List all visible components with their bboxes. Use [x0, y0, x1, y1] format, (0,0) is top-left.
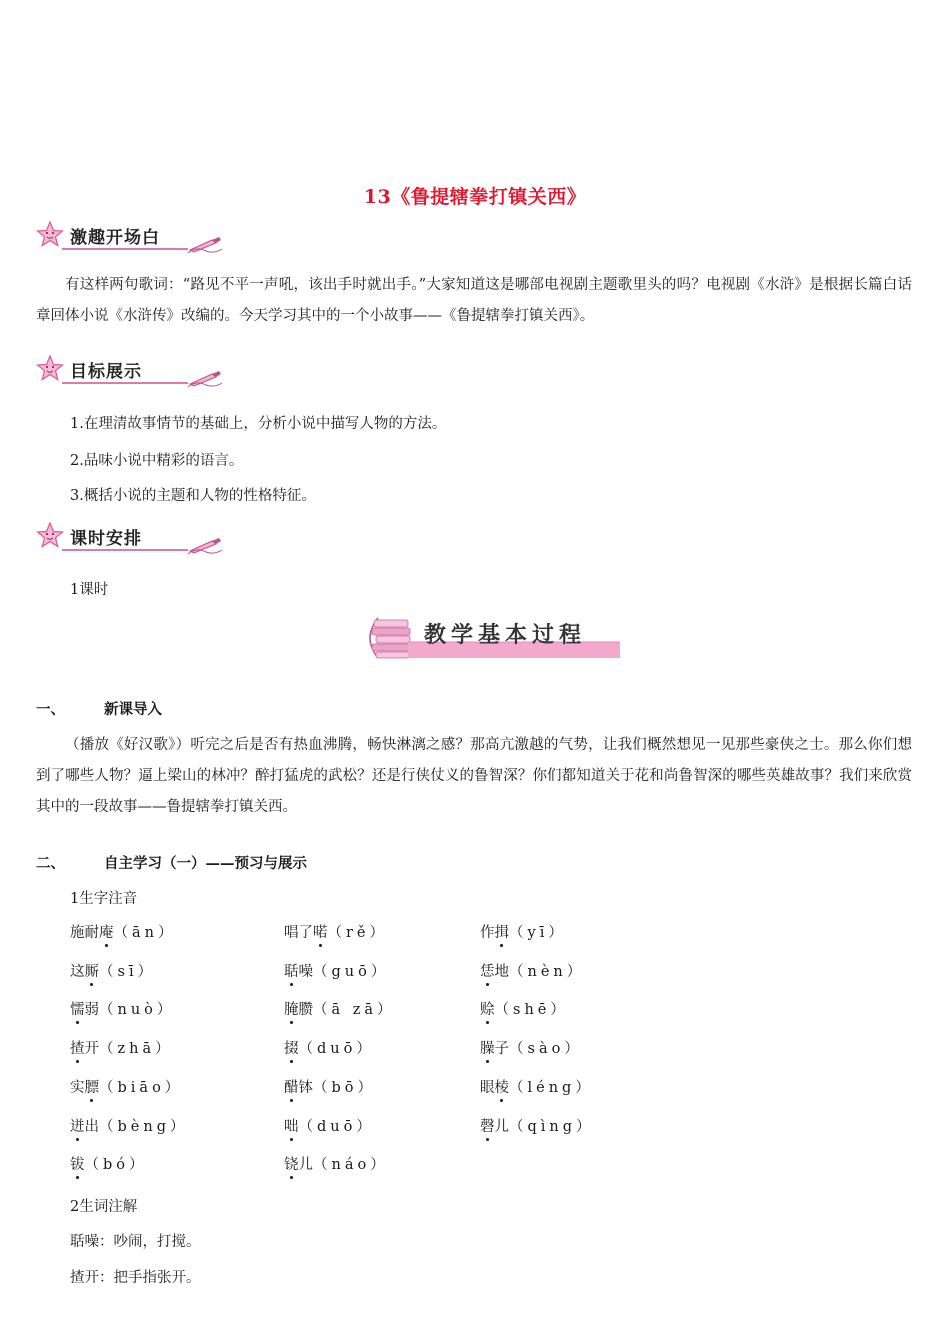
vocab-text: 儿: [494, 1119, 509, 1135]
underline-decoration: [62, 380, 188, 386]
vocab-text: 施耐: [70, 925, 99, 941]
section-label: 目标展示: [70, 362, 142, 382]
vocab-item: [70, 1153, 148, 1174]
vocab-item: [284, 921, 388, 942]
goal-item: 1.在理清故事情节的基础上，分析小说中描写人物的方法。: [70, 416, 447, 432]
vocab-text: 出: [84, 1119, 99, 1135]
vocab-text: 眼: [480, 1080, 495, 1096]
vocab-pinyin: （sào）: [509, 1041, 583, 1057]
goal-item: 3.概括小说的主题和人物的性格特征。: [70, 488, 316, 504]
star-icon: [36, 521, 64, 549]
intro-paragraph: 有这样两句歌词：“路见不平一声吼，该出手时就出手。”大家知道这是哪部电视剧主题歌里头的吗？电视剧《水浒》是根据长篇白话章回体小说《水浒传》改编的。今天学习其中的一个小故事——《鲁提辖拳打镇关西》。: [36, 277, 912, 324]
vocab-item: [284, 960, 389, 981]
vocab-text: 臜: [298, 1002, 313, 1018]
vocab-target-char: 揸: [70, 1037, 85, 1058]
subheading: 1生字注音: [70, 891, 138, 907]
vocab-target-char: 咄: [284, 1115, 299, 1136]
underline-decoration: [62, 547, 188, 553]
star-icon: [36, 220, 64, 248]
vocab-target-char: 棱: [495, 1076, 510, 1097]
vocab-item: [70, 1115, 188, 1136]
vocab-text: 唱了: [284, 925, 313, 941]
vocab-item: [284, 1153, 389, 1174]
vocab-pinyin: （ā zā）: [313, 1002, 396, 1018]
vocab-target-char: 臊: [480, 1037, 495, 1058]
vocab-pinyin: （bó）: [84, 1157, 148, 1173]
banner-title: 教学基本过程: [424, 623, 587, 648]
section-header-schedule: [36, 523, 196, 553]
part1-heading: [36, 698, 162, 719]
vocab-text: 噪: [298, 964, 313, 980]
vocab-pinyin: （qìng）: [509, 1119, 595, 1135]
vocab-pinyin: （náo）: [313, 1157, 389, 1173]
vocab-pinyin: （bō）: [313, 1080, 377, 1096]
section-label: 激趣开场白: [70, 228, 160, 248]
vocab-item: [480, 1076, 594, 1097]
vocab-text: 儿: [298, 1157, 313, 1173]
vocab-target-char: 聒: [284, 960, 299, 981]
vocab-text: 地: [494, 964, 509, 980]
page-title: 13《鲁提辖拳打镇关西》: [363, 186, 587, 208]
vocab-text: 开: [84, 1041, 99, 1057]
star-icon: [36, 354, 64, 382]
vocab-text: 实: [70, 1080, 85, 1096]
vocab-target-char: 庵: [99, 921, 114, 942]
vocab-target-char: 厮: [85, 960, 100, 981]
vocab-target-char: 醋: [284, 1076, 299, 1097]
vocab-target-char: 恁: [480, 960, 495, 981]
vocab-pinyin: （duō）: [298, 1041, 375, 1057]
vocab-item: [284, 1076, 376, 1097]
vocab-pinyin: （rě）: [327, 925, 389, 941]
vocab-pinyin: （nuò）: [99, 1002, 176, 1018]
vocab-target-char: 懦: [70, 998, 85, 1019]
vocab-target-char: 钹: [70, 1153, 85, 1174]
vocab-item: [70, 921, 176, 942]
vocab-target-char: 掇: [284, 1037, 299, 1058]
vocab-text: 子: [494, 1041, 509, 1057]
vocab-pinyin: （ān）: [113, 925, 177, 941]
vocab-item: [70, 1037, 174, 1058]
vocab-item: [480, 998, 569, 1019]
vocab-item: [480, 1037, 583, 1058]
vocab-item: [480, 1115, 595, 1136]
vocab-item: [70, 1076, 183, 1097]
vocab-item: [284, 1115, 375, 1136]
vocab-target-char: 迸: [70, 1115, 85, 1136]
vocab-pinyin: （zhā）: [99, 1041, 174, 1057]
vocab-target-char: 膘: [85, 1076, 100, 1097]
vocab-item: [480, 960, 585, 981]
vocab-pinyin: （nèn）: [509, 964, 586, 980]
part-number: 一、: [36, 701, 65, 718]
subheading: 2生词注解: [70, 1199, 138, 1215]
pen-icon: [186, 535, 226, 555]
part-title: 新课导入: [104, 701, 162, 718]
vocab-target-char: 铙: [284, 1153, 299, 1174]
vocab-pinyin: （shē）: [494, 1002, 569, 1018]
vocab-item: [480, 921, 567, 942]
definition-item: 聒噪：吵闹，打搅。: [70, 1234, 201, 1250]
vocab-target-char: 喏: [313, 921, 328, 942]
vocab-pinyin: （yī）: [509, 925, 567, 941]
vocab-pinyin: （duō）: [298, 1119, 375, 1135]
vocab-pinyin: （bèng）: [99, 1119, 189, 1135]
part-title: 自主学习（一）——预习与展示: [104, 855, 307, 872]
goal-item: 2.品味小说中精彩的语言。: [70, 453, 244, 469]
pen-icon: [186, 234, 226, 254]
vocab-text: 钵: [298, 1080, 313, 1096]
vocab-target-char: 磬: [480, 1115, 495, 1136]
pen-icon: [186, 368, 226, 388]
underline-decoration: [62, 246, 188, 252]
section-header-intro: [36, 222, 196, 252]
vocab-target-char: 腌: [284, 998, 299, 1019]
vocab-text: 作: [480, 925, 495, 941]
vocab-item: [70, 998, 175, 1019]
section-header-goals: [36, 356, 196, 386]
vocab-text: 这: [70, 964, 85, 980]
definition-item: 揸开：把手指张开。: [70, 1270, 201, 1286]
vocab-target-char: 揖: [495, 921, 510, 942]
vocab-item: [70, 960, 156, 981]
schedule-text: 1课时: [70, 582, 109, 598]
vocab-text: 弱: [84, 1002, 99, 1018]
section-label: 课时安排: [70, 529, 142, 549]
process-banner: [358, 612, 624, 664]
vocab-item: [284, 998, 396, 1019]
vocab-pinyin: （sī）: [99, 964, 157, 980]
vocab-pinyin: （léng）: [509, 1080, 594, 1096]
vocab-pinyin: （guō）: [313, 964, 390, 980]
part1-paragraph: （播放《好汉歌》）听完之后是否有热血沸腾，畅快淋漓之感？那高亢激越的气势，让我们概然想见一见那些豪侠之士。那么你们想到了哪些人物？逼上梁山的林冲？醉打猛虎的武松？还是行侠仗义的鲁智深？你们都知道关于花和尚鲁智深的哪些英雄故事？我们来欣赏其中的一段故事——鲁提辖拳打镇关西。: [36, 737, 912, 815]
vocab-target-char: 赊: [480, 998, 495, 1019]
vocab-pinyin: （biāo）: [99, 1080, 184, 1096]
part-number: 二、: [36, 855, 65, 872]
part2-heading: [36, 852, 307, 873]
vocab-item: [284, 1037, 375, 1058]
